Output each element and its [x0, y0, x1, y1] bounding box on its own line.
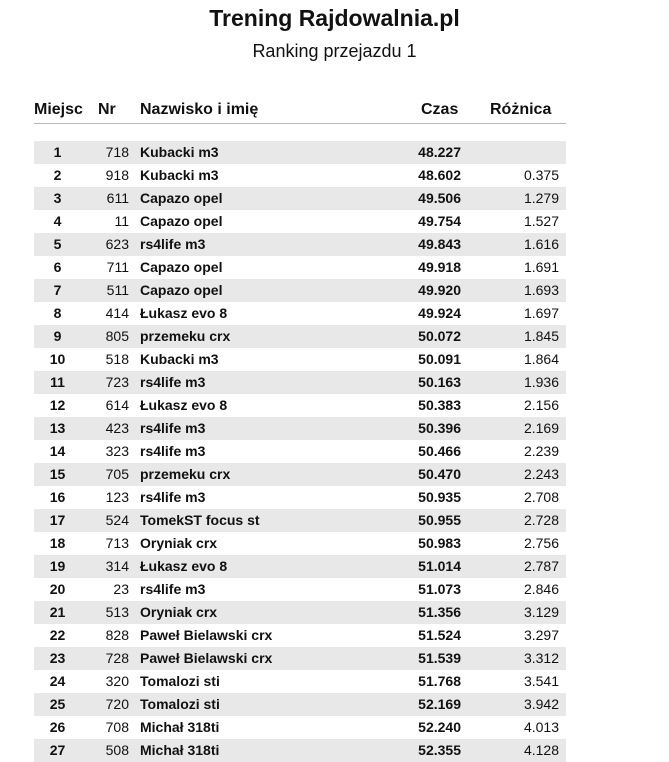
nr-cell: 123	[105, 489, 129, 505]
diff-cell: 1.697	[523, 305, 559, 321]
nr-cell: 711	[106, 259, 129, 275]
diff-cell: 0.375	[523, 167, 559, 183]
time-cell: 49.506	[418, 190, 461, 206]
diff-cell: 2.239	[523, 443, 559, 459]
table-row	[34, 187, 566, 210]
table-row	[34, 532, 566, 555]
name-cell: Łukasz evo 8	[140, 558, 228, 574]
rank-cell: 17	[49, 512, 66, 528]
time-cell: 48.602	[418, 167, 461, 183]
header-name: Nazwisko i imię	[140, 101, 259, 118]
time-cell: 51.524	[418, 627, 461, 643]
diff-cell: 2.756	[523, 535, 559, 551]
name-cell: Michał 318ti	[140, 719, 220, 735]
time-cell: 51.768	[418, 673, 461, 689]
diff-cell: 2.169	[523, 420, 559, 436]
header-diff: Różnica	[490, 101, 552, 118]
nr-cell: 423	[105, 420, 129, 436]
nr-cell: 11	[114, 213, 129, 229]
time-cell: 50.935	[418, 489, 461, 505]
name-cell: przemeku crx	[140, 328, 231, 344]
diff-cell: 3.942	[523, 696, 559, 712]
name-cell: TomekST focus st	[140, 512, 260, 528]
diff-cell: 2.243	[523, 466, 559, 482]
table-row	[34, 233, 566, 256]
header-rank: Miejsc	[34, 101, 83, 118]
rank-cell: 18	[49, 535, 66, 551]
name-cell: Capazo opel	[140, 282, 223, 298]
time-cell: 48.227	[418, 144, 461, 160]
diff-cell: 2.846	[523, 581, 559, 597]
time-cell: 50.091	[418, 351, 461, 367]
rank-cell: 14	[49, 443, 66, 459]
rank-cell: 11	[50, 374, 65, 390]
nr-cell: 614	[105, 397, 129, 413]
nr-cell: 718	[105, 144, 129, 160]
table-row	[34, 555, 566, 578]
time-cell: 51.014	[418, 558, 461, 574]
table-row	[34, 141, 566, 164]
table-row	[34, 601, 566, 624]
header-divider	[34, 123, 566, 124]
diff-cell: 3.541	[523, 673, 559, 689]
diff-cell: 3.312	[523, 650, 559, 666]
nr-cell: 723	[105, 374, 129, 390]
rank-cell: 7	[53, 282, 62, 298]
table-row	[34, 693, 566, 716]
nr-cell: 518	[105, 351, 129, 367]
nr-cell: 611	[106, 190, 129, 206]
nr-cell: 513	[105, 604, 129, 620]
nr-cell: 508	[105, 742, 129, 758]
time-cell: 50.983	[418, 535, 461, 551]
diff-cell: 1.936	[523, 374, 559, 390]
name-cell: Kubacki m3	[140, 351, 219, 367]
time-cell: 52.355	[418, 742, 461, 758]
rank-cell: 27	[49, 742, 66, 758]
table-row	[34, 578, 566, 601]
table-row	[34, 417, 566, 440]
diff-cell: 2.156	[523, 397, 559, 413]
table-row	[34, 716, 566, 739]
diff-cell: 1.691	[523, 259, 559, 275]
nr-cell: 23	[113, 581, 129, 597]
page-subtitle: Ranking przejazdu 1	[252, 41, 417, 61]
nr-cell: 720	[105, 696, 129, 712]
rank-cell: 10	[49, 351, 66, 367]
table-row	[34, 394, 566, 417]
time-cell: 49.843	[418, 236, 461, 252]
name-cell: Tomalozi sti	[140, 673, 220, 689]
nr-cell: 828	[105, 627, 129, 643]
name-cell: Łukasz evo 8	[140, 305, 228, 321]
rank-cell: 4	[53, 213, 62, 229]
name-cell: Paweł Bielawski crx	[140, 650, 273, 666]
diff-cell: 2.708	[523, 489, 559, 505]
table-row	[34, 325, 566, 348]
time-cell: 50.383	[418, 397, 461, 413]
name-cell: Tomalozi sti	[140, 696, 220, 712]
nr-cell: 705	[105, 466, 129, 482]
rank-cell: 6	[53, 259, 62, 275]
rank-cell: 20	[49, 581, 66, 597]
nr-cell: 524	[105, 512, 129, 528]
rank-cell: 12	[49, 397, 66, 413]
name-cell: Kubacki m3	[140, 144, 219, 160]
name-cell: rs4life m3	[140, 489, 206, 505]
time-cell: 50.466	[418, 443, 461, 459]
nr-cell: 805	[105, 328, 129, 344]
table-row	[34, 256, 566, 279]
diff-cell: 1.616	[523, 236, 559, 252]
name-cell: rs4life m3	[140, 236, 206, 252]
rank-cell: 25	[49, 696, 66, 712]
table-row	[34, 670, 566, 693]
time-cell: 50.955	[418, 512, 461, 528]
table-row	[34, 509, 566, 532]
rank-cell: 19	[49, 558, 66, 574]
nr-cell: 708	[105, 719, 129, 735]
rank-cell: 5	[53, 236, 62, 252]
table-row	[34, 279, 566, 302]
name-cell: Oryniak crx	[140, 535, 218, 551]
name-cell: rs4life m3	[140, 581, 206, 597]
name-cell: Paweł Bielawski crx	[140, 627, 273, 643]
name-cell: Michał 318ti	[140, 742, 220, 758]
diff-cell: 2.787	[523, 558, 559, 574]
diff-cell: 1.845	[523, 328, 559, 344]
name-cell: przemeku crx	[140, 466, 231, 482]
time-cell: 52.240	[418, 719, 461, 735]
time-cell: 50.072	[418, 328, 461, 344]
rank-cell: 24	[49, 673, 66, 689]
nr-cell: 323	[105, 443, 129, 459]
header-nr: Nr	[98, 101, 116, 118]
rank-cell: 23	[49, 650, 66, 666]
name-cell: rs4life m3	[140, 420, 206, 436]
name-cell: rs4life m3	[140, 374, 206, 390]
time-cell: 50.163	[418, 374, 461, 390]
nr-cell: 314	[105, 558, 129, 574]
name-cell: rs4life m3	[140, 443, 206, 459]
time-cell: 49.924	[418, 305, 461, 321]
table-row	[34, 348, 566, 371]
rank-cell: 3	[53, 190, 62, 206]
nr-cell: 713	[105, 535, 129, 551]
time-cell: 49.918	[418, 259, 461, 275]
rank-cell: 22	[49, 627, 66, 643]
nr-cell: 414	[105, 305, 129, 321]
nr-cell: 320	[105, 673, 129, 689]
nr-cell: 623	[105, 236, 129, 252]
rank-cell: 13	[49, 420, 66, 436]
nr-cell: 511	[106, 282, 129, 298]
table-row	[34, 624, 566, 647]
rank-cell: 1	[53, 144, 62, 160]
table-row	[34, 302, 566, 325]
diff-cell: 2.728	[523, 512, 559, 528]
nr-cell: 728	[105, 650, 129, 666]
time-cell: 49.920	[418, 282, 461, 298]
time-cell: 52.169	[418, 696, 461, 712]
rank-cell: 9	[53, 328, 62, 344]
time-cell: 51.073	[418, 581, 461, 597]
time-cell: 51.356	[418, 604, 461, 620]
rank-cell: 26	[49, 719, 66, 735]
name-cell: Kubacki m3	[140, 167, 219, 183]
rank-cell: 21	[49, 604, 66, 620]
name-cell: Capazo opel	[140, 259, 223, 275]
time-cell: 51.539	[418, 650, 461, 666]
rank-cell: 15	[49, 466, 66, 482]
diff-cell: 3.129	[523, 604, 559, 620]
rank-cell: 8	[53, 305, 62, 321]
header-time: Czas	[421, 101, 459, 118]
nr-cell: 918	[105, 167, 129, 183]
table-row	[34, 486, 566, 509]
diff-cell: 1.864	[523, 351, 559, 367]
table-row	[34, 210, 566, 233]
rank-cell: 16	[49, 489, 66, 505]
table-row	[34, 164, 566, 187]
name-cell: Oryniak crx	[140, 604, 218, 620]
diff-cell: 4.128	[523, 742, 559, 758]
page-title: Trening Rajdowalnia.pl	[209, 5, 460, 31]
diff-cell: 1.527	[523, 213, 559, 229]
name-cell: Łukasz evo 8	[140, 397, 228, 413]
table-row	[34, 371, 566, 394]
diff-cell: 1.693	[523, 282, 559, 298]
time-cell: 49.754	[418, 213, 461, 229]
table-row	[34, 440, 566, 463]
name-cell: Capazo opel	[140, 213, 223, 229]
table-row	[34, 647, 566, 670]
diff-cell: 1.279	[523, 190, 559, 206]
time-cell: 50.396	[418, 420, 461, 436]
time-cell: 50.470	[418, 466, 461, 482]
name-cell: Capazo opel	[140, 190, 223, 206]
diff-cell: 3.297	[523, 627, 559, 643]
table-row	[34, 463, 566, 486]
rank-cell: 2	[53, 167, 62, 183]
diff-cell: 4.013	[523, 719, 559, 735]
